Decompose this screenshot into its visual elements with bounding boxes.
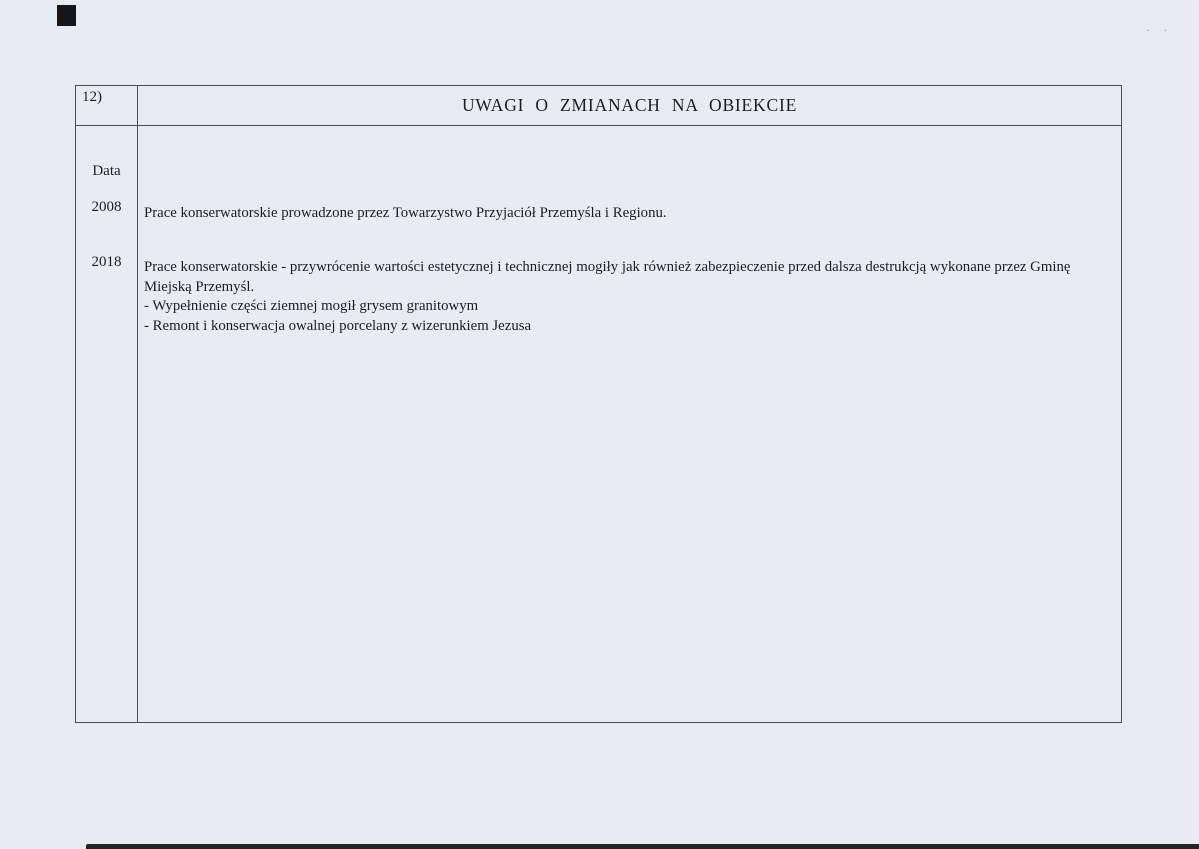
entry-text-line: - Wypełnienie części ziemnej mogił grysem granitowym	[144, 298, 479, 314]
entry-text-line: - Remont i konserwacja owalnej porcelany z wizerunkiem Jezusa	[144, 317, 532, 334]
scan-artifact-top-left	[57, 5, 76, 26]
entry-text-line: Prace konserwatorskie - przywrócenie wartości estetycznej i technicznej mogiły jak również zabezpieczenie przed dalsza destrukcją wykonane przez Gminę Miejską Przemyśl.	[144, 259, 1071, 295]
form-table	[75, 85, 1122, 723]
entry-year: 2018	[91, 254, 122, 270]
date-column-divider	[137, 86, 138, 722]
entry-text-line: Prace konserwatorskie prowadzone przez Towarzystwo Przyjaciół Przemyśla i Regionu.	[144, 205, 667, 221]
entry-text-2018	[144, 258, 1093, 336]
entry-text-2008	[144, 204, 1101, 223]
form-section-number: 12)	[82, 89, 102, 105]
scan-artifact-top-right: ··	[1146, 26, 1181, 37]
table-title: UWAGI O ZMIANACH NA OBIEKCIE	[461, 95, 798, 115]
entry-year: 2008	[91, 199, 122, 215]
date-column-label: Data	[92, 163, 121, 179]
scan-artifact-bottom-edge	[86, 844, 1199, 849]
